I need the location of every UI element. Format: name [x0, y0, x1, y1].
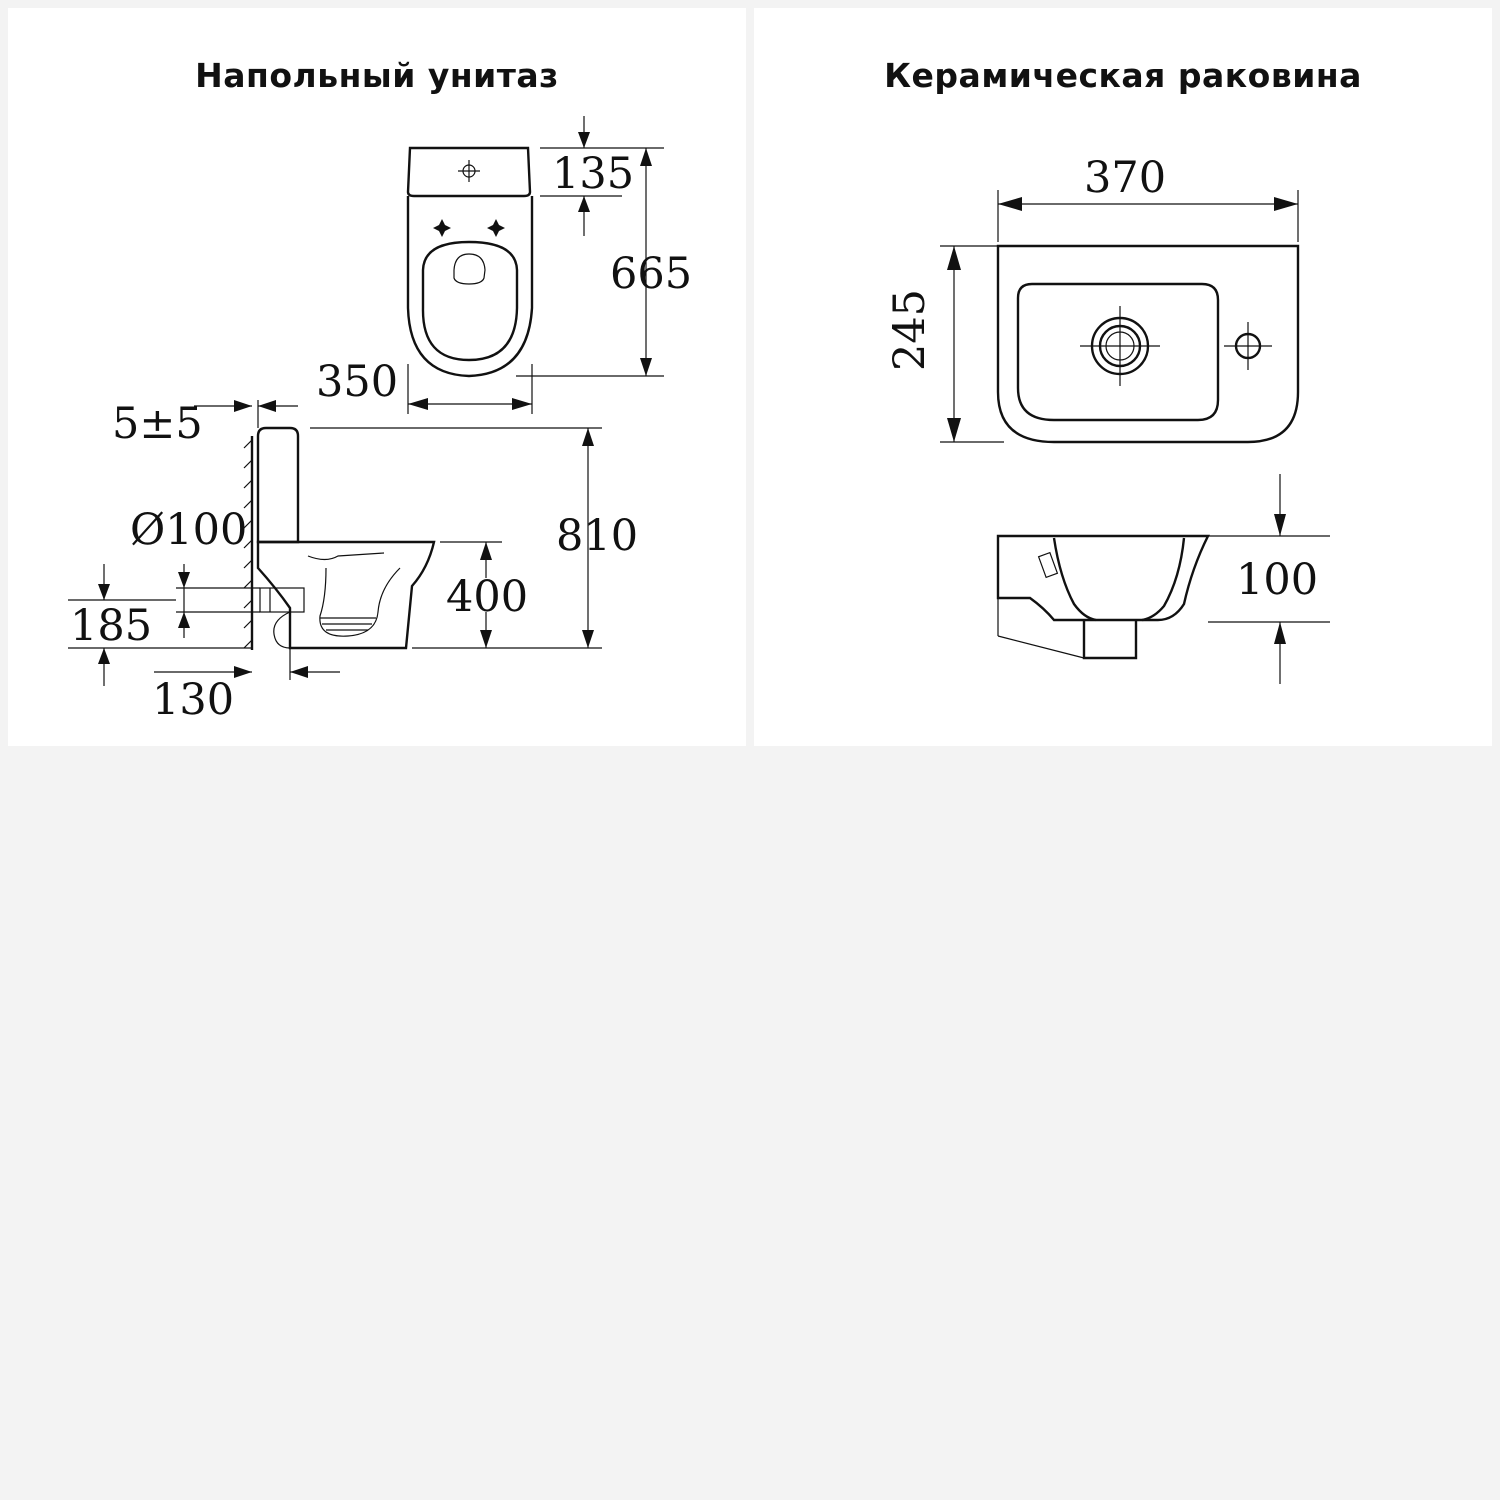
dim-135: 135 [552, 149, 635, 199]
dim-400: 400 [446, 572, 529, 622]
dim-5pm5: 5±5 [112, 399, 203, 449]
toilet-drawing [8, 8, 746, 746]
sink-dim-245: 245 [885, 288, 935, 372]
sink-top-view [998, 246, 1298, 442]
sink-title: Керамическая раковина [884, 56, 1362, 95]
dim-d100: Ø100 [130, 505, 248, 555]
sink-dim-100: 100 [1236, 555, 1319, 605]
toilet-title: Напольный унитаз [195, 56, 559, 95]
toilet-panel [8, 8, 746, 746]
sink-drawing [754, 8, 1492, 746]
sink-side-view [998, 536, 1208, 658]
dim-350: 350 [316, 357, 399, 407]
dim-130: 130 [152, 675, 235, 725]
dim-185: 185 [70, 601, 153, 651]
dim-810: 810 [556, 511, 639, 561]
sink-panel [754, 8, 1492, 746]
dim-665: 665 [610, 249, 693, 299]
toilet-top-view [408, 148, 532, 376]
sink-dim-370: 370 [1084, 153, 1167, 203]
